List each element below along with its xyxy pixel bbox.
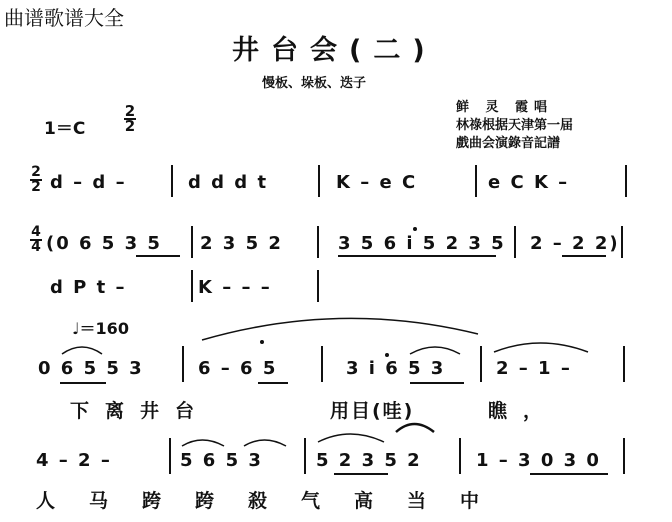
key-signature: 1＝C [44, 119, 86, 139]
melody-measure: 3 i 6 5 3 [346, 358, 446, 379]
melody-measure: 4 – 2 – [36, 450, 112, 471]
melody-measure: 0 6 5 5 3 [38, 358, 144, 379]
melody-measure: 5 2 3 5 2 [316, 450, 422, 471]
lyric-line: 下离井台 [70, 400, 211, 422]
credit-source: 戲曲会演錄音記譜 [456, 136, 561, 151]
lyric-line: 瞧， [488, 400, 559, 422]
melody-measure: 6 – 6 5 [198, 358, 278, 379]
lyric-line: 用目(哇) [330, 400, 415, 422]
percussion-measure: d – d – [50, 172, 127, 193]
melody-measure: 3 5 6 i 5 2 3 5 [338, 233, 506, 254]
melody-measure: 1 – 3 0 3 0 [476, 450, 601, 471]
tempo-marking: ♩＝160 [72, 319, 129, 338]
melody-measure: 2 – 2 2) [530, 233, 620, 254]
percussion-measure: K – – – [198, 277, 272, 298]
melody-measure: 2 – 1 – [496, 358, 572, 379]
melody-measure: 5 6 5 3 [180, 450, 263, 471]
percussion-measure: e C K – [488, 172, 570, 193]
lyric-line: 人马跨跨殺气高当中 [36, 490, 514, 512]
percussion-measure: d d d t [188, 172, 269, 193]
credit-singer: 鲜 灵 霞唱 [456, 100, 554, 115]
song-subtitle: 慢板、垛板、迭子 [262, 76, 367, 91]
site-name: 曲谱歌谱大全 [4, 6, 124, 30]
credit-transcriber: 林祿根据天津第一届 [456, 118, 574, 133]
time-signature-row1: 2 2 [31, 164, 41, 195]
time-signature-main: 2 2 [124, 102, 136, 135]
percussion-measure: K – e C [336, 172, 418, 193]
melody-measure: 2 3 5 2 [200, 233, 283, 254]
percussion-measure: d P t – [50, 277, 127, 298]
song-title: 井台会(二) [232, 35, 437, 66]
melody-measure: (0 6 5 3 5 [46, 233, 162, 254]
time-signature-row2: 4 4 [31, 224, 41, 255]
